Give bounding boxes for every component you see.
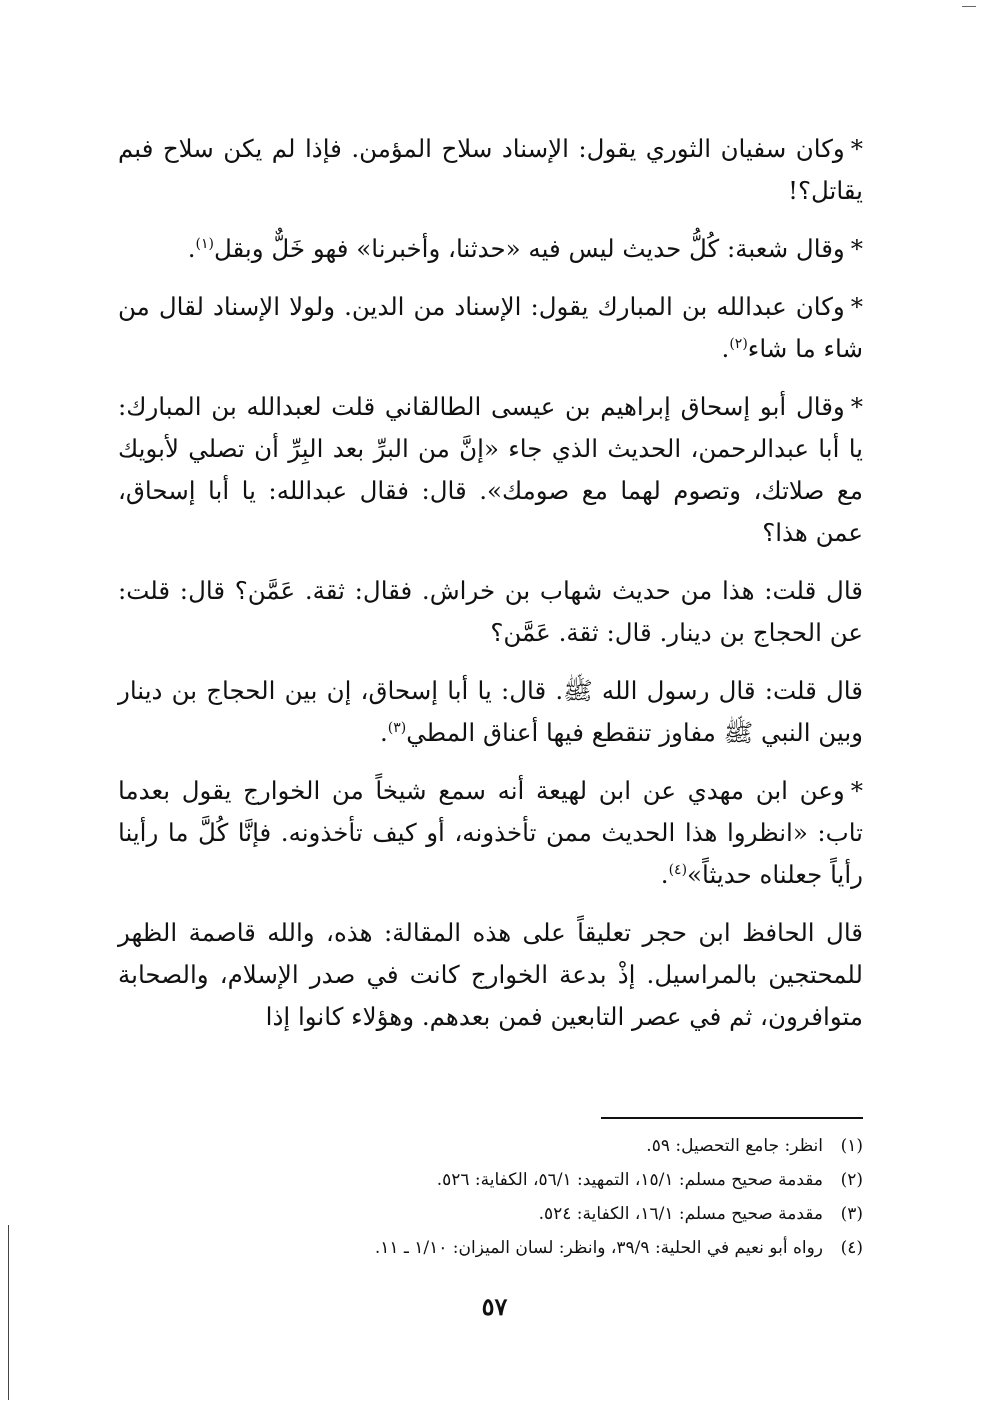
paragraph-text: وقال أبو إسحاق إبراهيم بن عيسى الطالقاني قلت لعبدالله بن المبارك: يا أبا عبدالرحمن، الحديث الذي جاء «إنَّ من البرِّ بعد البِرِّ أن تصلي لأبويك مع صلاتك، وتصوم لهما مع صومك». قال: فقال عبدالله: يا أبا إسحاق، عمن هذا؟ <box>118 392 863 547</box>
paragraph-text: وكان سفيان الثوري يقول: الإسناد سلاح المؤمن. فإذا لم يكن سلاح فبم يقاتل؟! <box>118 134 863 205</box>
footnote-ref[interactable]: (٣) <box>387 719 407 736</box>
paragraph-sufyan <box>118 128 863 212</box>
paragraph-text: وكان عبدالله بن المبارك يقول: الإسناد من الدين. ولولا الإسناد لقال من شاء ما شاء <box>118 292 863 363</box>
paragraph-text: قال قلت: هذا من حديث شهاب بن خراش. فقال: ثقة. عَمَّن؟ قال: قلت: عن الحجاج بن دينار. قال: ثقة. عَمَّن؟ <box>118 576 863 647</box>
footnote-text: مقدمة صحيح مسلم: ١٦/١، الكفاية: ٥٢٤. <box>538 1204 823 1224</box>
footnote-text: انظر: جامع التحصيل: ٥٩. <box>646 1136 823 1156</box>
scan-corner-mark <box>962 6 976 7</box>
paragraph-marker: * <box>850 134 863 163</box>
footnote-text: رواه أبو نعيم في الحلية: ٣٩/٩، وانظر: لسان الميزان: ١/١٠ ـ ١١. <box>374 1238 823 1258</box>
footnote-number: (٣) <box>840 1204 863 1224</box>
paragraph-marker: * <box>850 392 863 421</box>
paragraph-marker: * <box>850 234 863 263</box>
footnote-text: مقدمة صحيح مسلم: ١٥/١، التمهيد: ٥٦/١، الكفاية: ٥٢٦. <box>436 1170 823 1190</box>
footnote-item <box>118 1129 863 1163</box>
paragraph-text: قال قلت: قال رسول الله ﷺ. قال: يا أبا إسحاق، إن بين الحجاج بن دينار وبين النبي ﷺ مفاوز تنقطع فيها أعناق المطي <box>118 676 863 747</box>
paragraph-khawarij: *وعن ابن مهدي عن ابن لهيعة أنه سمع شيخاً من الخوارج يقول بعدما تاب: «انظروا هذا الحديث ممن تأخذونه، أو كيف تأخذونه. فإنَّا كُلَّ ما رأينا رأياً جعلناه حديثاً»$^{(٤)}$. <box>118 776 863 889</box>
footnote-ref[interactable]: (١) <box>195 235 214 252</box>
paragraph-ibn-mubarak: *وكان عبدالله بن المبارك يقول: الإسناد من الدين. ولولا الإسناد لقال من شاء ما شاء$^{(٢)}$. <box>118 292 863 363</box>
footnote-item <box>118 1163 863 1197</box>
main-text <box>118 128 863 1042</box>
paragraph-marker: * <box>850 776 863 805</box>
footnote-item <box>118 1197 863 1231</box>
footnote-ref[interactable]: (٤) <box>668 861 688 878</box>
footnote-number: (٢) <box>840 1170 863 1190</box>
paragraph-shuba: *وقال شعبة: كُلُّ حديث ليس فيه «حدثنا، وأخبرنا» فهو خَلٌّ وبقل$^{(١)}$. <box>187 234 863 263</box>
page-number: ٥٧ <box>481 1292 508 1321</box>
footnotes <box>118 1129 863 1265</box>
paragraph-text: وعن ابن مهدي عن ابن لهيعة أنه سمع شيخاً من الخوارج يقول بعدما تاب: «انظروا هذا الحديث ممن تأخذونه، أو كيف تأخذونه. فإنَّا كُلَّ ما رأينا رأياً جعلناه حديثاً» <box>118 776 863 889</box>
paragraph-ibn-hajar <box>118 912 863 1038</box>
paragraph-text: وقال شعبة: كُلُّ حديث ليس فيه «حدثنا، وأخبرنا» فهو خَلٌّ وبقل <box>213 234 845 263</box>
paragraph-rasul: قال قلت: قال رسول الله ﷺ. قال: يا أبا إسحاق، إن بين الحجاج بن دينار وبين النبي ﷺ مفاوز تنقطع فيها أعناق المطي$^{(٣)}$. <box>118 676 863 747</box>
paragraph-shihab <box>118 570 863 654</box>
footnote-number: (١) <box>840 1136 863 1156</box>
footnote-ref[interactable]: (٢) <box>729 335 748 352</box>
footnote-item <box>118 1231 863 1265</box>
paragraph-text: قال الحافظ ابن حجر تعليقاً على هذه المقالة: هذه، والله قاصمة الظهر للمحتجين بالمراسيل. إذْ بدعة الخوارج كانت في صدر الإسلام، والصحابة متوافرون، ثم في عصر التابعين فمن بعدهم. وهؤلاء كانوا إذا <box>118 918 863 1031</box>
footnote-number: (٤) <box>840 1238 863 1258</box>
footnote-divider <box>601 1117 863 1119</box>
paragraph-marker: * <box>850 292 863 321</box>
paragraph-taliqani <box>118 386 863 554</box>
